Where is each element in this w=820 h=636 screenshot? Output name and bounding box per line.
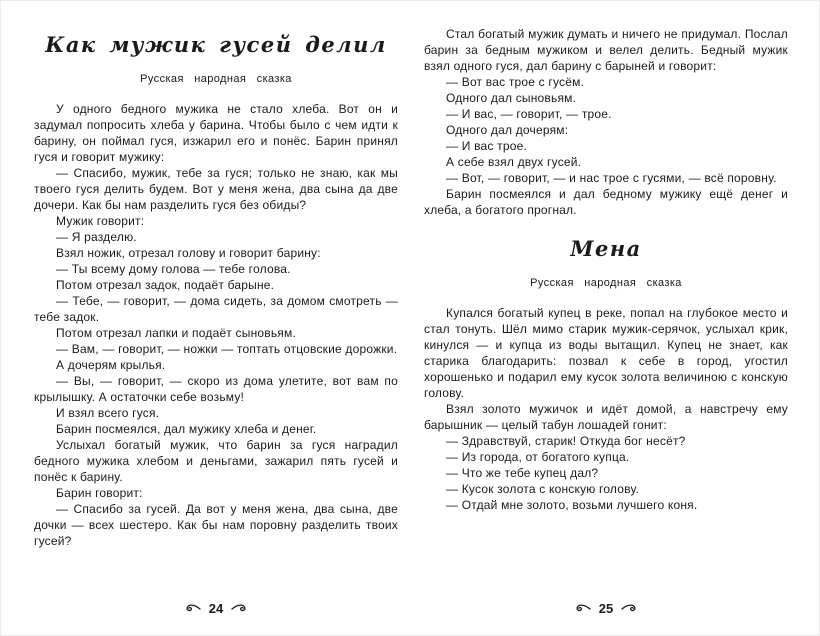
paragraph: Взял ножик, отрезал голову и говорит барину:: [56, 246, 321, 260]
paragraph: Купался богатый купец в реке, попал на глубокое место и стал тонуть. Шёл мимо старик мужик-серячок, услыхал крик, кинулся — и купца из воды вытащил. Купец не знает, как старика благодарить: позвал к себе в город, угостил хорошенько и подарил ему кусок золота величиною с конскую голову.: [424, 306, 788, 400]
paragraph: — И вас, — говорит, — трое.: [446, 107, 612, 121]
paragraph: — Спасибо, мужик, тебе за гуся; только не знаю, как мы твоего гуся делить будем. Вот у меня жена, два сына да две дочери. Как бы нам разделить гуся без обиды?: [34, 166, 398, 212]
paragraph: — Ты всему дому голова — тебе голова.: [56, 262, 291, 276]
paragraph: — Кусок золота с конскую голову.: [446, 482, 639, 496]
flourish-left-icon: [574, 603, 591, 614]
story-title-second: Мена: [570, 236, 642, 261]
story-body-left: [34, 101, 398, 549]
flourish-right-icon: [621, 603, 638, 614]
paragraph: Мужик говорит:: [56, 214, 145, 228]
paragraph: Взял золото мужичок и идёт домой, а навстречу ему барышник — целый табун лошадей гонит:: [424, 402, 788, 432]
page-number: 25: [598, 601, 614, 616]
paragraph: А себе взял двух гусей.: [446, 155, 582, 169]
paragraph: Услыхал богатый мужик, что барин за гуся наградил бедного мужика хлебом и деньгами, зажарил пять гусей и понёс к барину.: [34, 438, 398, 484]
page-footer-left: [34, 601, 398, 616]
flourish-right-icon: [231, 603, 248, 614]
paragraph: — Вот вас трое с гусём.: [446, 75, 585, 89]
paragraph: — Вот, — говорит, — и нас трое с гусями, — всё поровну.: [446, 171, 777, 185]
paragraph: Барин говорит:: [56, 486, 143, 500]
page-number: 24: [208, 601, 224, 616]
page-footer-right: [424, 601, 788, 616]
story-body-right: [424, 305, 788, 513]
paragraph: — Вы, — говорит, — скоро из дома улетите, вот вам по крылышку. А остаточки себе возьму!: [34, 374, 398, 404]
paragraph: Одного дал дочерям:: [446, 123, 569, 137]
paragraph: — Тебе, — говорит, — дома сидеть, за домом смотреть — тебе задок.: [34, 294, 398, 324]
story-subtitle-first: Русская народная сказка: [140, 73, 292, 85]
paragraph: — Вам, — говорит, — ножки — топтать отцовские дорожки.: [56, 342, 398, 356]
paragraph: Потом отрезал лапки и подаёт сыновьям.: [56, 326, 296, 340]
paragraph: — Отдай мне золото, возьми лучшего коня.: [446, 498, 698, 512]
paragraph: И взял всего гуся.: [56, 406, 160, 420]
paragraph: Барин посмеялся и дал бедному мужику ещё денег и хлеба, а богатого прогнал.: [424, 187, 788, 217]
page-left: [34, 26, 398, 618]
paragraph: Потом отрезал задок, подаёт барыне.: [56, 278, 275, 292]
story-subtitle-second: Русская народная сказка: [530, 277, 682, 289]
paragraph: — Из города, от богатого купца.: [446, 450, 630, 464]
paragraph: — Здравствуй, старик! Откуда бог несёт?: [446, 434, 686, 448]
flourish-left-icon: [184, 603, 201, 614]
page-right: [424, 26, 788, 618]
paragraph: У одного бедного мужика не стало хлеба. Вот он и задумал попросить хлеба у барина. Чтобы было с чем идти к барину, он поймал гуся, изжарил его и понёс. Барин принял гуся и говорит мужику:: [34, 102, 398, 164]
paragraph: Одного дал сыновьям.: [446, 91, 577, 105]
paragraph: Стал богатый мужик думать и ничего не придумал. Послал барин за бедным мужиком и велел делить. Бедный мужик взял одного гуся, дал барину с барыней и говорит:: [424, 27, 788, 73]
paragraph: — Я разделю.: [56, 230, 137, 244]
paragraph: — Спасибо за гусей. Да вот у меня жена, два сына, две дочки — всех шестеро. Как бы нам поровну разделить твоих гусей?: [34, 502, 398, 548]
paragraph: Барин посмеялся, дал мужику хлеба и денег.: [56, 422, 317, 436]
story-title-first: Как мужик гусей делил: [45, 32, 387, 57]
paragraph: — И вас трое.: [446, 139, 527, 153]
paragraph: — Что же тебе купец дал?: [446, 466, 599, 480]
paragraph: А дочерям крылья.: [56, 358, 166, 372]
story-body-continuation: [424, 26, 788, 218]
